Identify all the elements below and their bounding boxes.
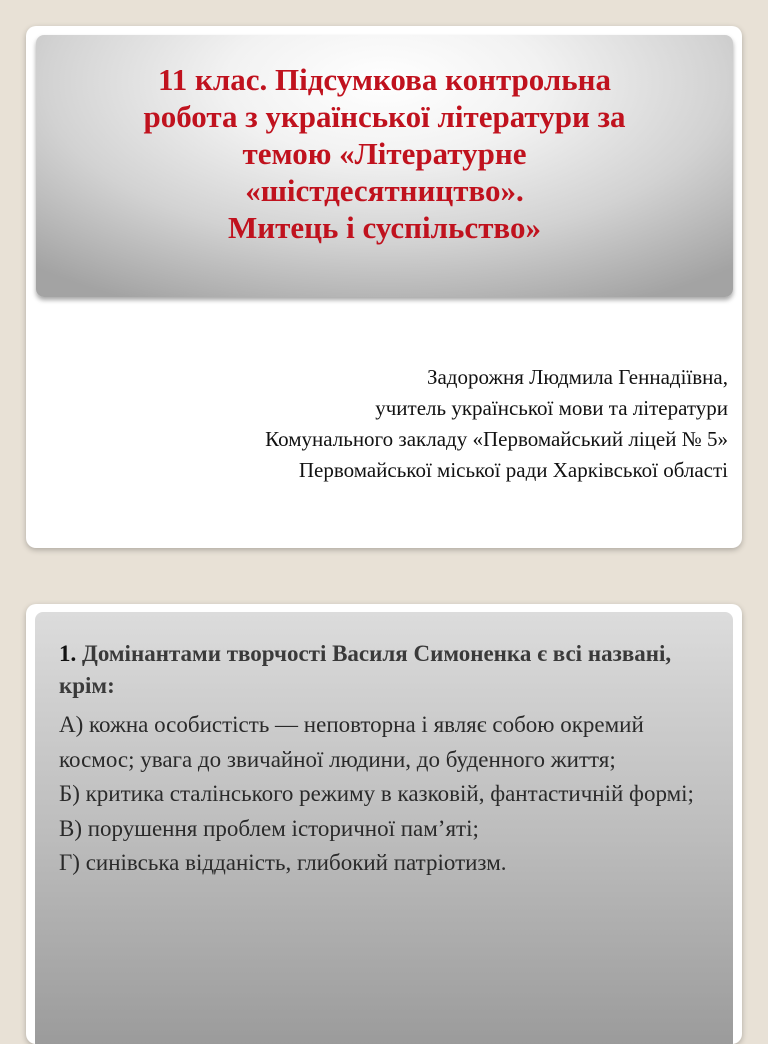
title-panel: [36, 35, 733, 297]
question-text: Домінантами творчості Василя Симоненка є всі названі, крім:: [59, 641, 672, 698]
slide-question-1[interactable]: [26, 604, 742, 1044]
author-info: [265, 362, 728, 486]
author-name: Задорожня Людмила Геннадіївна,: [426, 365, 728, 389]
question-number: 1.: [59, 641, 77, 666]
title-line: робота з української літератури за: [143, 99, 626, 134]
author-region: Первомайської міської ради Харківської області: [298, 458, 728, 482]
title-line: «шістдесятництво».: [245, 173, 524, 208]
author-position: учитель української мови та літератури: [375, 396, 728, 420]
slide-title[interactable]: [26, 26, 742, 548]
answer-option-b: Б) критика сталінського режиму в казковій, фантастичній формі;: [59, 781, 694, 806]
title-line: темою «Літературне: [242, 136, 527, 171]
answer-option-d: Г) синівська відданість, глибокий патріотизм.: [59, 850, 507, 875]
author-school: Комунального закладу «Первомайський ліцей № 5»: [265, 427, 728, 451]
answer-option-a: А) кожна особистість — неповторна і являє собою окремий космос; увага до звичайної людини, до буденного життя;: [59, 712, 644, 772]
title-line: Митець і суспільство»: [228, 210, 541, 245]
question-block: [59, 638, 719, 881]
slide-title-text: [36, 61, 733, 246]
question-title: [59, 638, 719, 702]
title-line: 11 клас. Підсумкова контрольна: [157, 62, 612, 97]
question-panel: [35, 612, 733, 1044]
answer-option-c: В) порушення проблем історичної пам’яті;: [59, 815, 479, 841]
answer-options: [59, 708, 719, 881]
